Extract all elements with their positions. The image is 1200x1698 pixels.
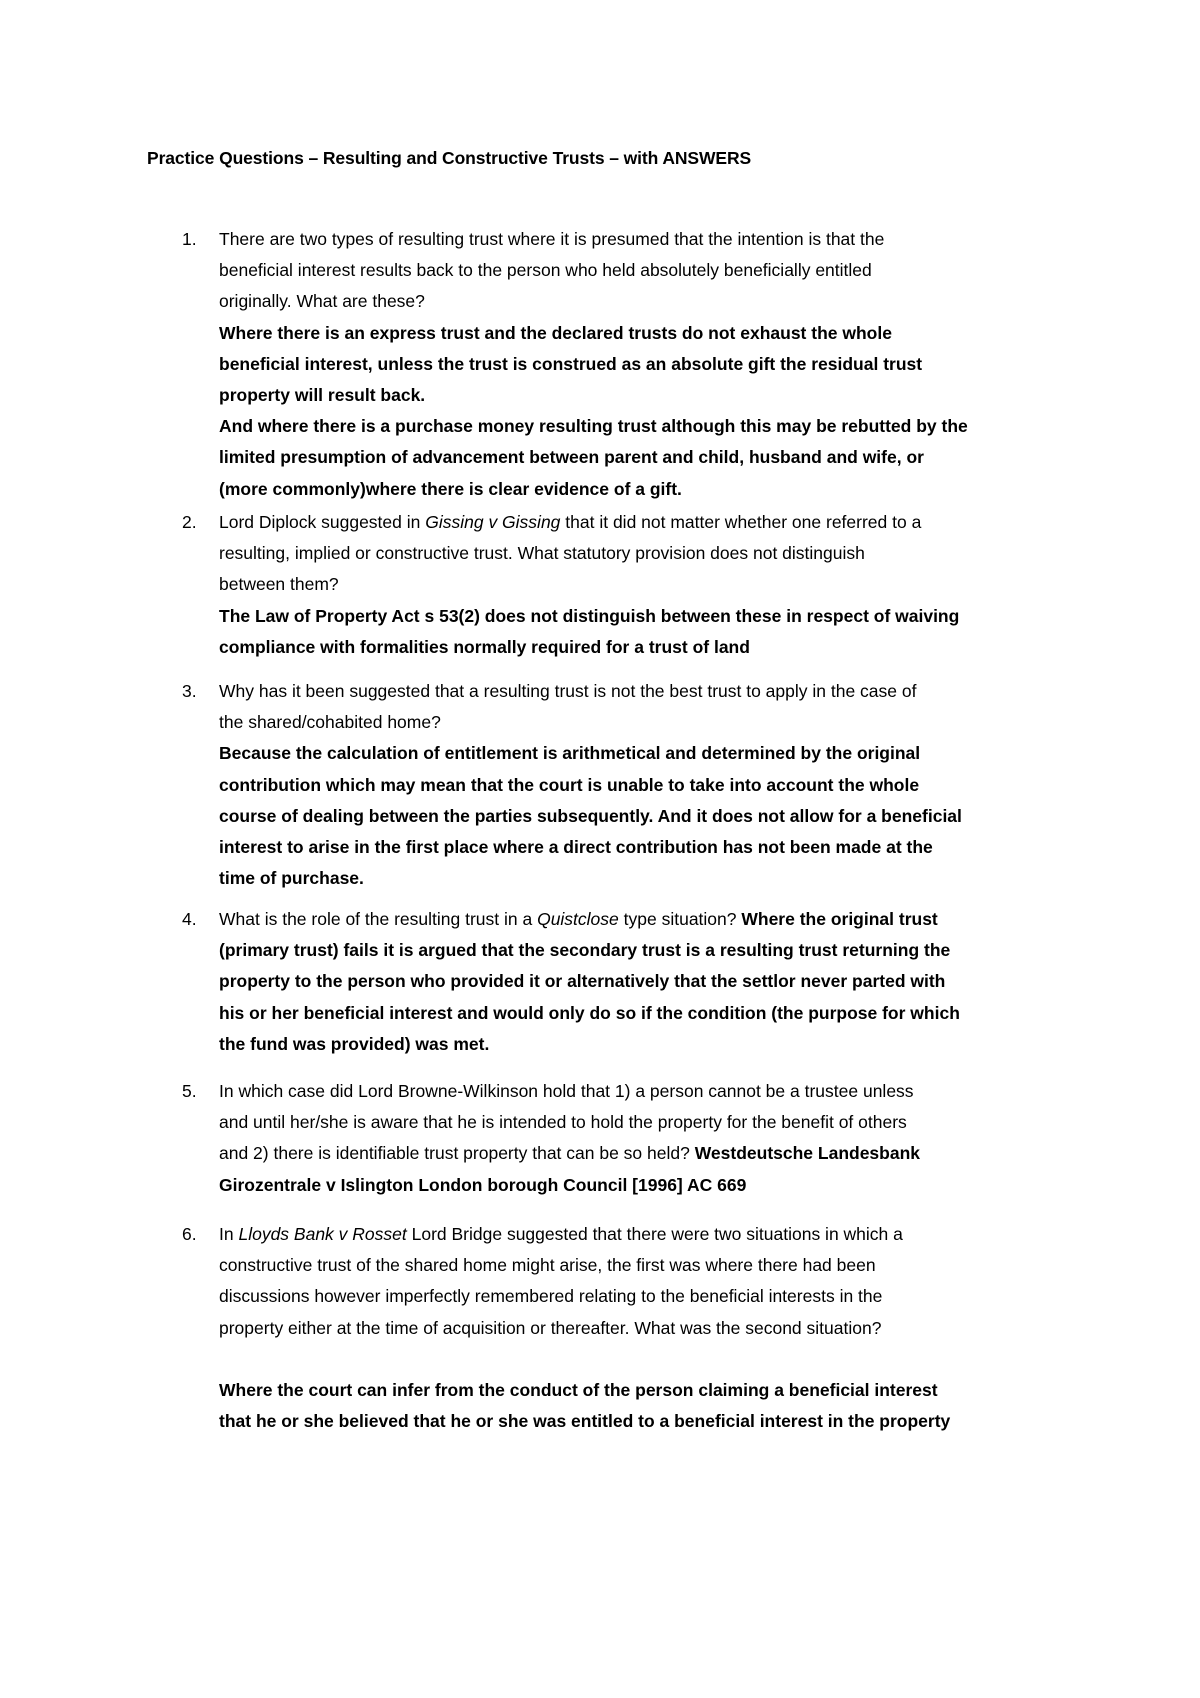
text-line bbox=[219, 904, 1062, 935]
question-item bbox=[182, 224, 1062, 505]
text-line bbox=[219, 442, 1062, 473]
question-text: In bbox=[219, 1224, 239, 1244]
text-line bbox=[219, 255, 1062, 286]
text-line bbox=[219, 349, 1062, 380]
question-text: In which case did Lord Browne-Wilkinson hold that 1) a person cannot be a trustee unless bbox=[219, 1081, 914, 1101]
answer-text: Westdeutsche Landesbank bbox=[694, 1143, 921, 1164]
text-line bbox=[219, 1375, 1062, 1406]
text-line bbox=[219, 935, 1062, 966]
text-line bbox=[219, 738, 1062, 769]
text-line bbox=[219, 1076, 1062, 1107]
question-text: resulting, implied or constructive trust. What statutory provision does not distinguish bbox=[219, 543, 865, 564]
question-text: There are two types of resulting trust where it is presumed that the intention is that the bbox=[219, 229, 885, 249]
question-item bbox=[182, 1219, 1062, 1437]
answer-text: Where there is an express trust and the declared trusts do not exhaust the whole bbox=[219, 322, 892, 343]
answer-text: property will result back. bbox=[219, 385, 426, 406]
question-item bbox=[182, 1076, 1062, 1201]
text-line bbox=[219, 998, 1062, 1029]
question-number: 1. bbox=[182, 229, 197, 249]
question-number: 3. bbox=[182, 681, 197, 701]
answer-text: course of dealing between the parties subsequently. And it does not allow for a beneficial bbox=[219, 805, 962, 826]
text-line bbox=[219, 1406, 1062, 1437]
text-line bbox=[219, 1138, 1062, 1169]
question-text: Lord Diplock suggested in bbox=[219, 512, 426, 532]
question-text: Why has it been suggested that a resulting trust is not the best trust to apply in the case of bbox=[219, 681, 917, 701]
answer-text: contribution which may mean that the court is unable to take into account the whole bbox=[219, 774, 920, 795]
text-line bbox=[219, 1313, 1062, 1344]
text-line bbox=[219, 1170, 1062, 1201]
question-text: type situation? bbox=[618, 909, 742, 929]
question-text: discussions however imperfectly remembered relating to the beneficial interests in the bbox=[219, 1286, 883, 1307]
text-line bbox=[219, 601, 1062, 632]
question-item bbox=[182, 507, 1062, 663]
answer-text: his or her beneficial interest and would only do so if the condition (the purpose for which bbox=[219, 1002, 960, 1023]
text-line bbox=[219, 224, 1062, 255]
case-name-italic: Lloyds Bank v Rosset bbox=[238, 1224, 407, 1244]
question-text: originally. What are these? bbox=[219, 291, 425, 312]
text-line bbox=[219, 676, 1062, 707]
question-number: 2. bbox=[182, 512, 197, 532]
text-line bbox=[219, 1219, 1062, 1250]
question-body bbox=[219, 904, 1062, 1060]
case-name-italic: Gissing v Gissing bbox=[425, 512, 561, 532]
answer-text: interest to arise in the first place where a direct contribution has not been made at the bbox=[219, 837, 933, 858]
answer-text: The Law of Property Act s 53(2) does not distinguish between these in respect of waiving bbox=[219, 605, 960, 626]
question-number: 6. bbox=[182, 1224, 197, 1244]
question-number: 5. bbox=[182, 1081, 197, 1101]
answer-text: compliance with formalities normally required for a trust of land bbox=[219, 636, 750, 657]
question-text: that it did not matter whether one referred to a bbox=[560, 512, 922, 532]
text-line bbox=[219, 632, 1062, 663]
text-line bbox=[219, 507, 1062, 538]
text-line bbox=[219, 863, 1062, 894]
answer-text: the fund was provided) was met. bbox=[219, 1033, 490, 1054]
text-line bbox=[219, 286, 1062, 317]
question-text: Lord Bridge suggested that there were two situations in which a bbox=[406, 1224, 903, 1244]
question-text: What is the role of the resulting trust in a bbox=[219, 909, 538, 929]
text-line bbox=[219, 318, 1062, 349]
answer-text: Where the court can infer from the conduct of the person claiming a beneficial interest bbox=[219, 1380, 938, 1400]
text-line bbox=[219, 770, 1062, 801]
text-line bbox=[219, 1281, 1062, 1312]
text-line bbox=[219, 832, 1062, 863]
answer-text: Because the calculation of entitlement is arithmetical and determined by the original bbox=[219, 743, 921, 764]
answer-text: Girozentrale v Islington London borough Council [1996] AC 669 bbox=[219, 1174, 747, 1195]
question-text: the shared/cohabited home? bbox=[219, 712, 441, 733]
question-number: 4. bbox=[182, 909, 197, 929]
question-text: between them? bbox=[219, 574, 339, 595]
answer-text: (primary trust) fails it is argued that the secondary trust is a resulting trust returning the bbox=[219, 940, 951, 961]
question-item bbox=[182, 676, 1062, 894]
text-line bbox=[219, 966, 1062, 997]
document-title: Practice Questions – Resulting and Constructive Trusts – with ANSWERS bbox=[147, 148, 752, 168]
text-line bbox=[219, 569, 1062, 600]
question-item bbox=[182, 904, 1062, 1060]
answer-text: And where there is a purchase money resulting trust although this may be rebutted by the bbox=[219, 416, 968, 437]
question-text: and 2) there is identifiable trust property that can be so held? bbox=[219, 1143, 695, 1164]
answer-text: that he or she believed that he or she was entitled to a beneficial interest in the property bbox=[219, 1411, 951, 1432]
blank-line bbox=[219, 1344, 1062, 1375]
question-body bbox=[219, 507, 1062, 663]
question-text: and until her/she is aware that he is intended to hold the property for the benefit of others bbox=[219, 1112, 907, 1133]
text-line bbox=[219, 474, 1062, 505]
text-line bbox=[219, 1029, 1062, 1060]
question-body bbox=[219, 1219, 1062, 1437]
answer-text: time of purchase. bbox=[219, 868, 364, 889]
answer-text: Where the original trust bbox=[741, 909, 938, 929]
answer-text: limited presumption of advancement between parent and child, husband and wife, or bbox=[219, 447, 924, 468]
answer-text: beneficial interest, unless the trust is construed as an absolute gift the residual trust bbox=[219, 353, 923, 374]
question-text: constructive trust of the shared home might arise, the first was where there had been bbox=[219, 1255, 876, 1276]
question-body bbox=[219, 676, 1062, 894]
text-line bbox=[219, 411, 1062, 442]
text-line bbox=[219, 1107, 1062, 1138]
question-body bbox=[219, 224, 1062, 505]
answer-text: property to the person who provided it or alternatively that the settlor never parted with bbox=[219, 971, 946, 992]
text-line bbox=[219, 1250, 1062, 1281]
answer-text: (more commonly)where there is clear evidence of a gift. bbox=[219, 478, 682, 499]
text-line bbox=[219, 538, 1062, 569]
case-name-italic: Quistclose bbox=[537, 909, 619, 929]
text-line bbox=[219, 380, 1062, 411]
text-line bbox=[219, 707, 1062, 738]
question-body bbox=[219, 1076, 1062, 1201]
question-text: property either at the time of acquisition or thereafter. What was the second situation? bbox=[219, 1317, 882, 1338]
text-line bbox=[219, 801, 1062, 832]
question-text: beneficial interest results back to the person who held absolutely beneficially entitled bbox=[219, 260, 872, 281]
